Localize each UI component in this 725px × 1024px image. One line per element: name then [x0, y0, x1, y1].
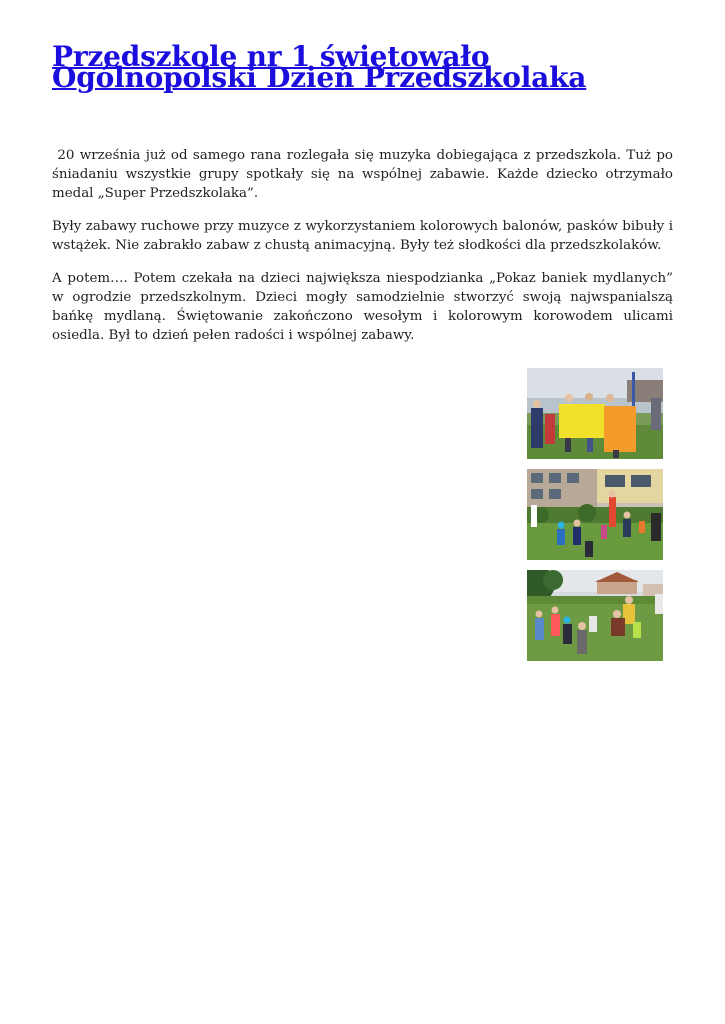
- photo-children-in-courtyard-image: [527, 469, 663, 560]
- photo-children-on-lawn-image: [527, 570, 663, 661]
- photo-children-on-lawn[interactable]: [527, 570, 663, 661]
- paragraph-1: 20 września już od samego rana rozlegała się muzyka dobiegająca z przedszkola. Tuż po śniadaniu wszystkie grupy spotkały się na wspólnej zabawie. Każde dziecko otrzymało medal „Super Przedszkolaka”.: [52, 148, 678, 201]
- paragraph-3: A potem…. Potem czekała na dzieci największa niespodzianka „Pokaz baniek mydlanych” w ogrodzie przedszkolnym. Dzieci mogły samodzielnie stworzyć swoją najwspanialszą bańkę mydlaną. Świętowanie zakończono wesołym i kolorowym korowodem ulicami osiedla. Był to dzień pełen radości i wspólnej zabawy.: [52, 271, 673, 343]
- page-title: [52, 40, 673, 94]
- photo-children-in-courtyard[interactable]: [527, 469, 663, 560]
- article-body: [52, 146, 678, 345]
- photo-gallery: [527, 368, 663, 671]
- photo-children-with-banners-image: [527, 368, 663, 459]
- paragraph-2: Były zabawy ruchowe przy muzyce z wykorzystaniem kolorowych balonów, pasków bibuły i wstążek. Nie zabrakło zabaw z chustą animacyjną. Były też słodkości dla przedszkolaków.: [52, 219, 673, 253]
- photo-children-with-banners[interactable]: [527, 368, 663, 459]
- title-link[interactable]: Przedszkole nr 1 świętowało Ogólnopolski Dzień Przedszkolaka: [52, 40, 587, 94]
- article: [52, 40, 678, 359]
